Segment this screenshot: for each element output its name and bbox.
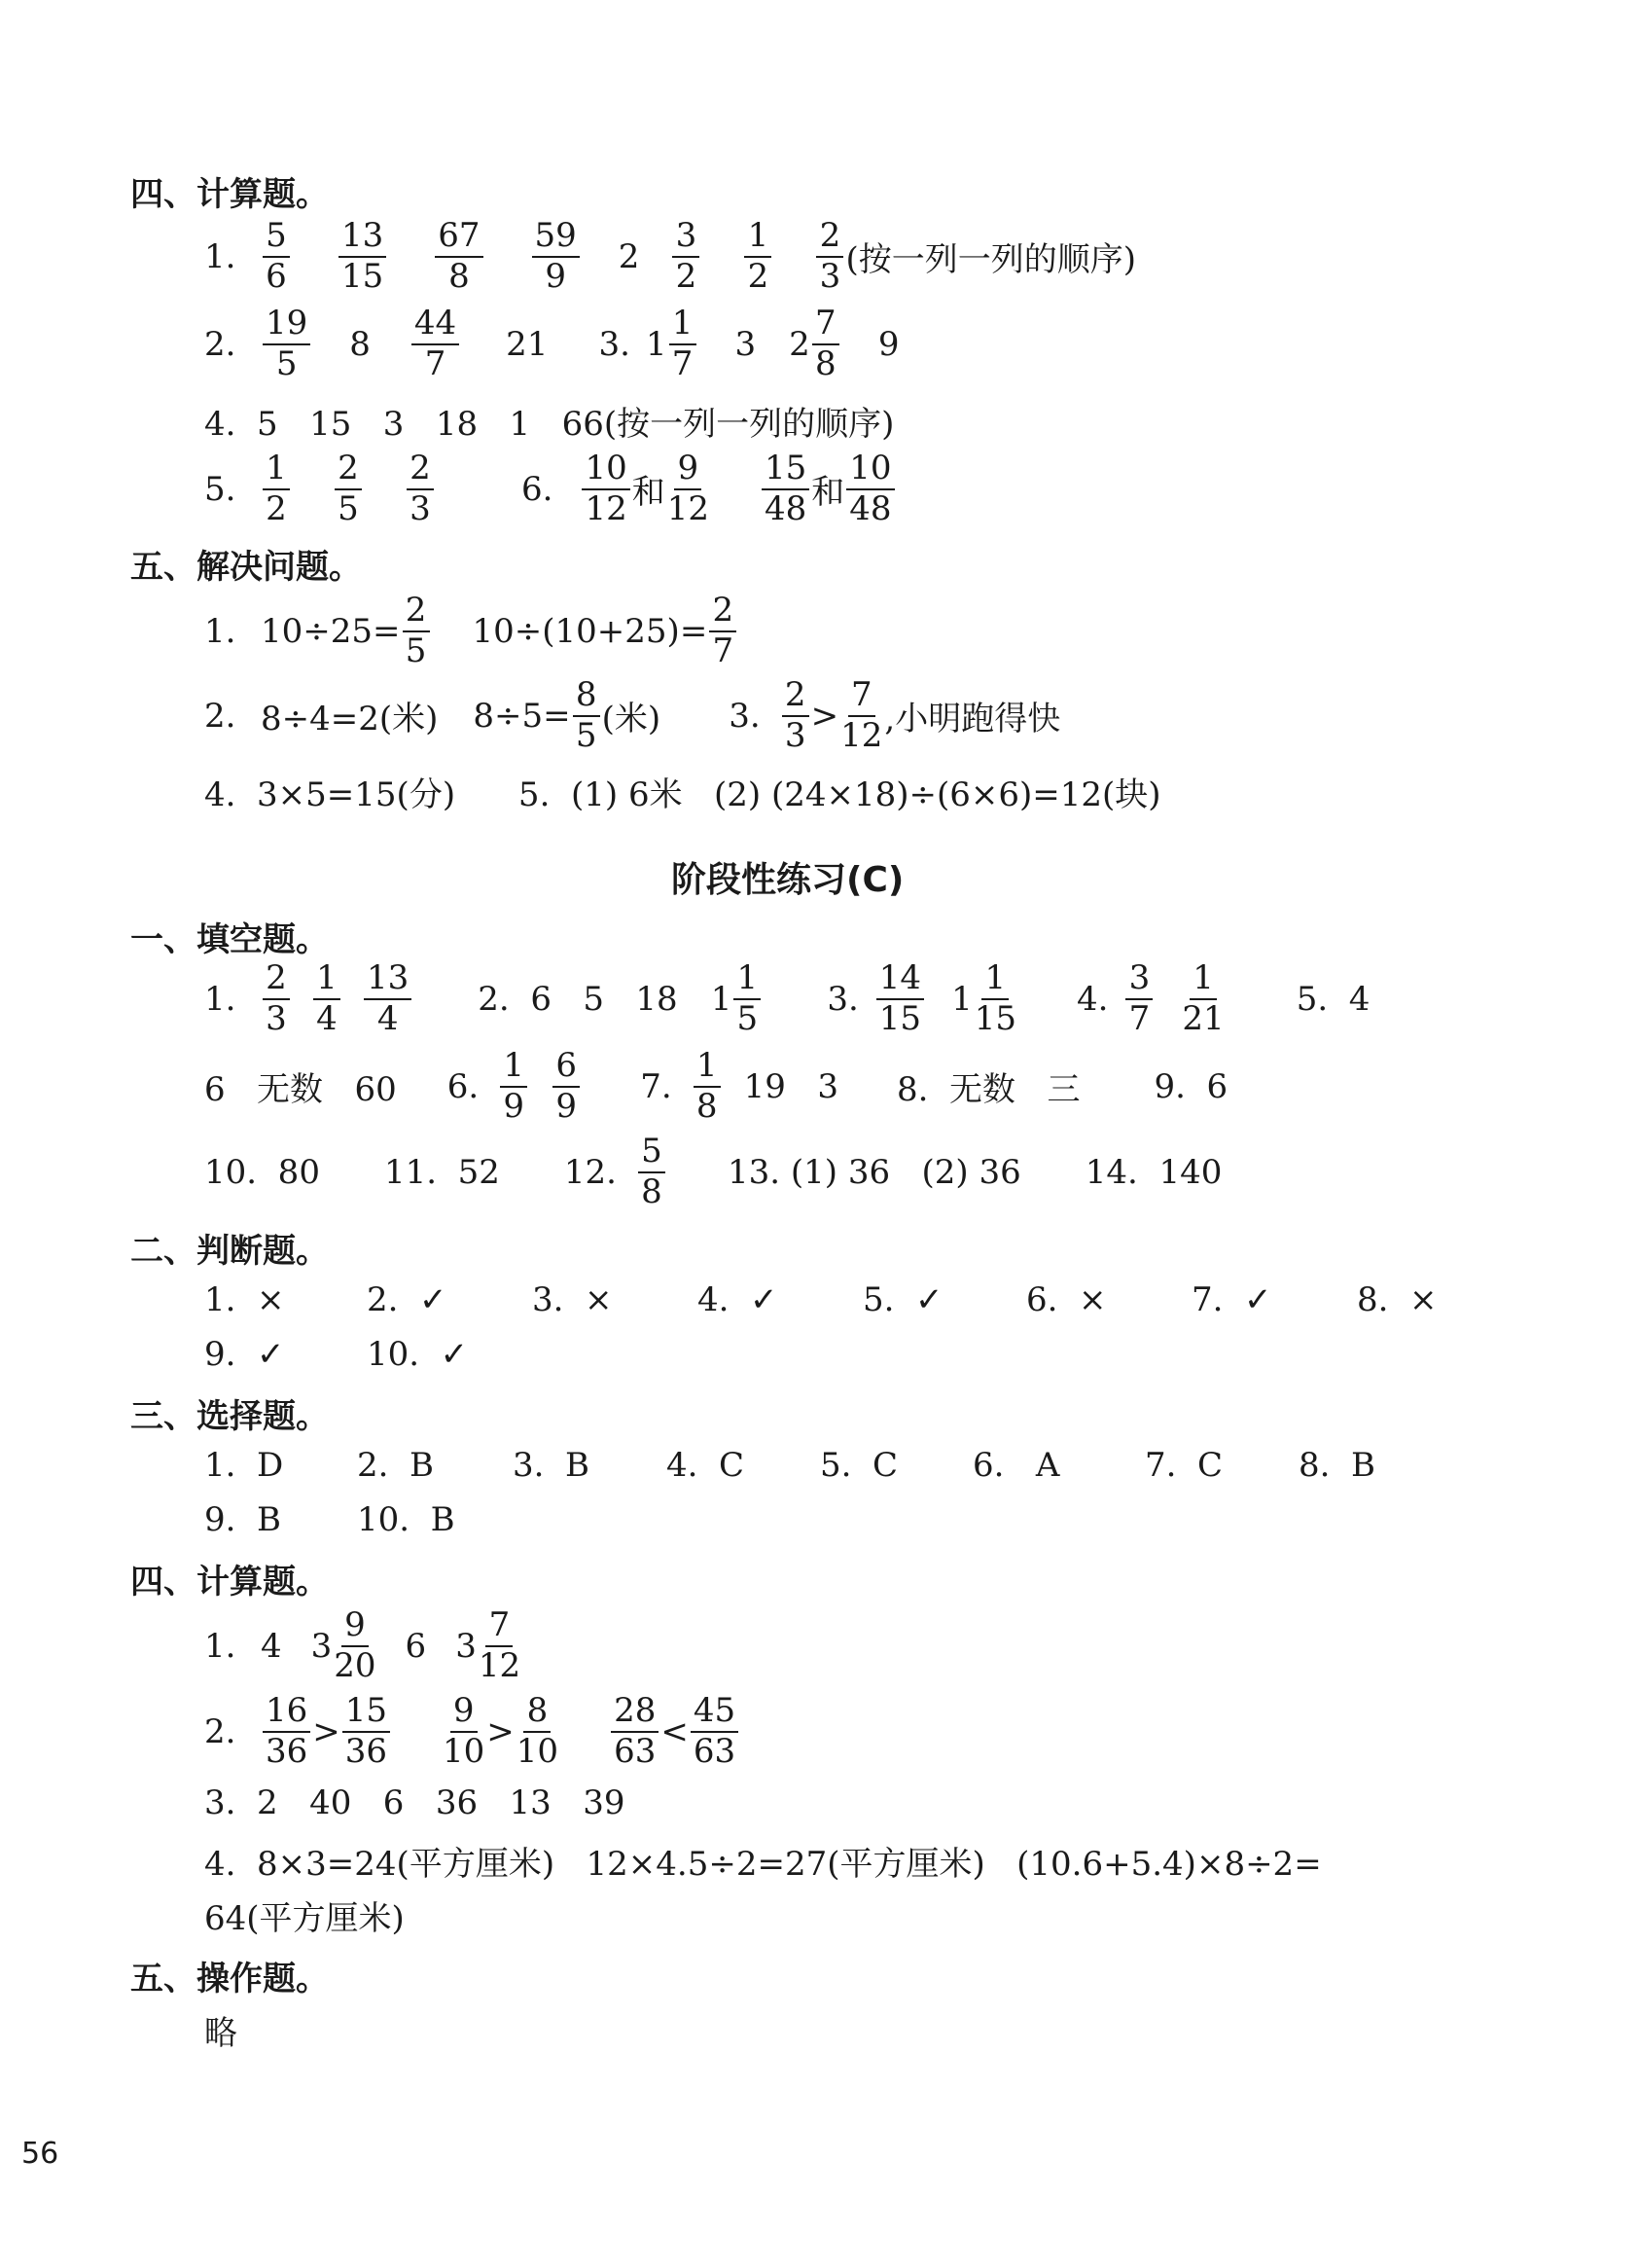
- fraction: 1 4: [313, 961, 340, 1036]
- item-number: 3.: [729, 696, 761, 736]
- fraction: 1 2: [263, 451, 290, 526]
- note: (按一列一列的顺序): [845, 240, 1136, 280]
- mixed-whole: 2: [789, 324, 810, 364]
- section-heading-calc-2: 四、计算题。: [130, 1563, 329, 1602]
- fill-line-2: [204, 1046, 1228, 1126]
- fraction: 9 20: [334, 1605, 376, 1685]
- item-number: 3.: [598, 324, 630, 364]
- fraction: 7 12: [840, 675, 883, 755]
- fraction: 19 5: [263, 306, 310, 381]
- expression: 8÷4=2(米): [261, 700, 439, 739]
- item-number: 4.: [1076, 979, 1109, 1019]
- fraction: 6 9: [552, 1049, 580, 1124]
- fraction: 8 10: [516, 1691, 559, 1771]
- comparison: >: [312, 1711, 340, 1751]
- judge-item: 2. ✓: [367, 1280, 447, 1319]
- section-heading-judge: 二、判断题。: [130, 1232, 329, 1271]
- item-number: 12.: [563, 1152, 617, 1192]
- calc2-line-4: 4. 8×3=24(平方厘米) 12×4.5÷2=27(平方厘米) (10.6+5.4)×8÷2=: [204, 1845, 1322, 1884]
- conjunction: 和: [631, 473, 665, 513]
- fraction: 15 36: [342, 1694, 390, 1769]
- value: 4: [261, 1626, 282, 1666]
- fraction: 2 3: [816, 219, 843, 294]
- fraction: 10 12: [582, 451, 629, 526]
- choice-item: 1. D: [204, 1446, 284, 1485]
- section-heading-operation: 五、操作题。: [130, 1960, 329, 1998]
- answer-group: 13. (1) 36 (2) 36: [727, 1152, 1021, 1192]
- fraction: 9 12: [666, 449, 709, 528]
- judge-item: 10. ✓: [367, 1335, 469, 1374]
- mixed-whole: 1: [951, 979, 973, 1019]
- item-number: 1.: [204, 979, 236, 1019]
- answer-group: 2. 6 5 18: [478, 979, 678, 1019]
- section-heading-fill: 一、填空题。: [130, 920, 329, 959]
- mixed-whole: 1: [710, 979, 732, 1019]
- judge-item: 3. ×: [532, 1280, 613, 1319]
- calc2-line-2: [204, 1691, 740, 1771]
- item-number: 7.: [640, 1066, 672, 1106]
- fraction: $\frac{2}{7}$: [709, 594, 736, 668]
- fraction: 44 7: [411, 306, 459, 381]
- fraction: 1 8: [694, 1049, 721, 1124]
- value: 9: [877, 324, 900, 364]
- answer-group: 10. 80: [204, 1152, 320, 1192]
- comparison: >: [486, 1711, 515, 1751]
- calc2-line-5: 64(平方厘米): [204, 1899, 405, 1938]
- fraction: 2 3: [407, 451, 434, 526]
- section-heading-calc-1: 四、计算题。: [130, 175, 329, 214]
- item-number: 1.: [204, 236, 236, 276]
- page-number: 56: [21, 2137, 59, 2171]
- answer-group: 6 无数 60: [204, 1070, 397, 1110]
- fill-line-3: [204, 1134, 1222, 1209]
- answer-group: 14. 140: [1085, 1152, 1223, 1192]
- value: 6: [405, 1626, 427, 1666]
- calc1-line-1: [204, 216, 1136, 296]
- answer-group: 19 3: [743, 1066, 838, 1106]
- fraction: 16 36: [263, 1694, 310, 1769]
- expression: 10÷(10+25)=: [472, 611, 708, 651]
- problems-line-1: [204, 591, 738, 670]
- fill-line-1: [204, 958, 1371, 1038]
- fraction: $\frac{8}{5}$: [573, 678, 600, 753]
- section-heading-choice: 三、选择题。: [130, 1397, 329, 1436]
- item-number: 2.: [204, 1711, 236, 1751]
- answer-group: 8. 无数 三: [896, 1070, 1081, 1110]
- value: 2: [618, 236, 640, 276]
- problems-line-2: [204, 675, 1061, 755]
- comparison: <: [660, 1711, 689, 1751]
- fraction: 7 8: [812, 306, 839, 381]
- expression: 10÷25=: [261, 611, 401, 651]
- fraction: 1 7: [669, 306, 696, 381]
- item-number: 2.: [204, 696, 236, 736]
- item-number: 6.: [446, 1066, 480, 1106]
- answer-group: 11. 52: [383, 1152, 500, 1192]
- item-number: 2.: [204, 324, 236, 364]
- unit: (米): [601, 700, 661, 739]
- choice-item: 5. C: [820, 1446, 899, 1485]
- judge-item: 4. ✓: [697, 1280, 778, 1319]
- choice-item: 7. C: [1145, 1446, 1224, 1485]
- comparison: >: [810, 696, 839, 736]
- fraction: 67 8: [435, 219, 482, 294]
- judge-item: 6. ×: [1026, 1280, 1107, 1319]
- fraction: 9 10: [443, 1691, 485, 1771]
- judge-item: 7. ✓: [1192, 1280, 1272, 1319]
- mixed-whole: 3: [455, 1626, 477, 1666]
- fraction: 2 3: [263, 961, 290, 1036]
- fraction: 13 4: [364, 961, 411, 1036]
- calc1-line-2: [204, 306, 899, 381]
- value: 8: [349, 324, 371, 364]
- item-number: 5.: [204, 469, 236, 509]
- calc1-line-3: 4. 5 15 3 18 1 66(按一列一列的顺序): [204, 405, 895, 444]
- fraction: 10 48: [846, 451, 894, 526]
- fraction: 5 6: [263, 219, 290, 294]
- conjunction: 和: [811, 473, 845, 513]
- fraction: 1 2: [744, 219, 771, 294]
- fraction: 2 5: [335, 451, 362, 526]
- operation-answer: 略: [204, 2014, 237, 2053]
- fraction: 7 12: [478, 1605, 521, 1685]
- value: 3: [734, 324, 757, 364]
- judge-item: 5. ✓: [863, 1280, 944, 1319]
- choice-item: 4. C: [666, 1446, 745, 1485]
- mixed-whole: 1: [645, 324, 667, 364]
- fraction: 28 63: [611, 1694, 659, 1769]
- value: 21: [506, 324, 549, 364]
- choice-item: 6. A: [973, 1446, 1060, 1485]
- calc1-line-4: [204, 451, 897, 526]
- fraction: 5 8: [638, 1134, 665, 1209]
- choice-item: 10. B: [357, 1500, 455, 1539]
- expression: 8÷5=: [473, 696, 571, 736]
- fraction: $\frac{2}{5}$: [403, 594, 430, 668]
- problems-line-3: 4. 3×5=15(分) 5. (1) 6米 (2) (24×18)÷(6×6)=12(块): [204, 775, 1161, 814]
- fraction: 1 5: [733, 961, 761, 1036]
- fraction: 14 15: [876, 961, 924, 1036]
- conclusion: ,小明跑得快: [884, 700, 1061, 739]
- fraction: 45 63: [691, 1694, 738, 1769]
- calc2-line-3: 3. 2 40 6 36 13 39: [204, 1783, 625, 1822]
- fraction: 59 9: [532, 219, 580, 294]
- item-number: 3.: [827, 979, 859, 1019]
- item-number: 1.: [204, 1626, 236, 1666]
- fraction: 1 21: [1182, 958, 1225, 1038]
- answer-group: 9. 6: [1154, 1066, 1228, 1106]
- choice-item: 3. B: [513, 1446, 590, 1485]
- mixed-whole: 3: [310, 1626, 333, 1666]
- fraction: 1 15: [974, 958, 1016, 1038]
- item-number: 6.: [521, 469, 553, 509]
- fraction: 1 9: [500, 1049, 527, 1124]
- item-number: 1.: [204, 611, 236, 651]
- fraction: 3 7: [1125, 961, 1153, 1036]
- fraction: 3 2: [672, 219, 699, 294]
- fraction: 13 15: [338, 219, 386, 294]
- fraction: 15 48: [762, 451, 809, 526]
- judge-item: 9. ✓: [204, 1335, 285, 1374]
- choice-item: 2. B: [357, 1446, 435, 1485]
- choice-item: 9. B: [204, 1500, 282, 1539]
- answer-group: 5. 4: [1296, 979, 1371, 1019]
- calc2-line-1: [204, 1605, 522, 1685]
- page-section-title: 阶段性练习(C): [671, 860, 905, 900]
- judge-item: 8. ×: [1357, 1280, 1438, 1319]
- choice-item: 8. B: [1299, 1446, 1376, 1485]
- section-heading-problems: 五、解决问题。: [130, 548, 362, 587]
- judge-item: 1. ×: [204, 1280, 285, 1319]
- fraction: 2 3: [782, 678, 809, 753]
